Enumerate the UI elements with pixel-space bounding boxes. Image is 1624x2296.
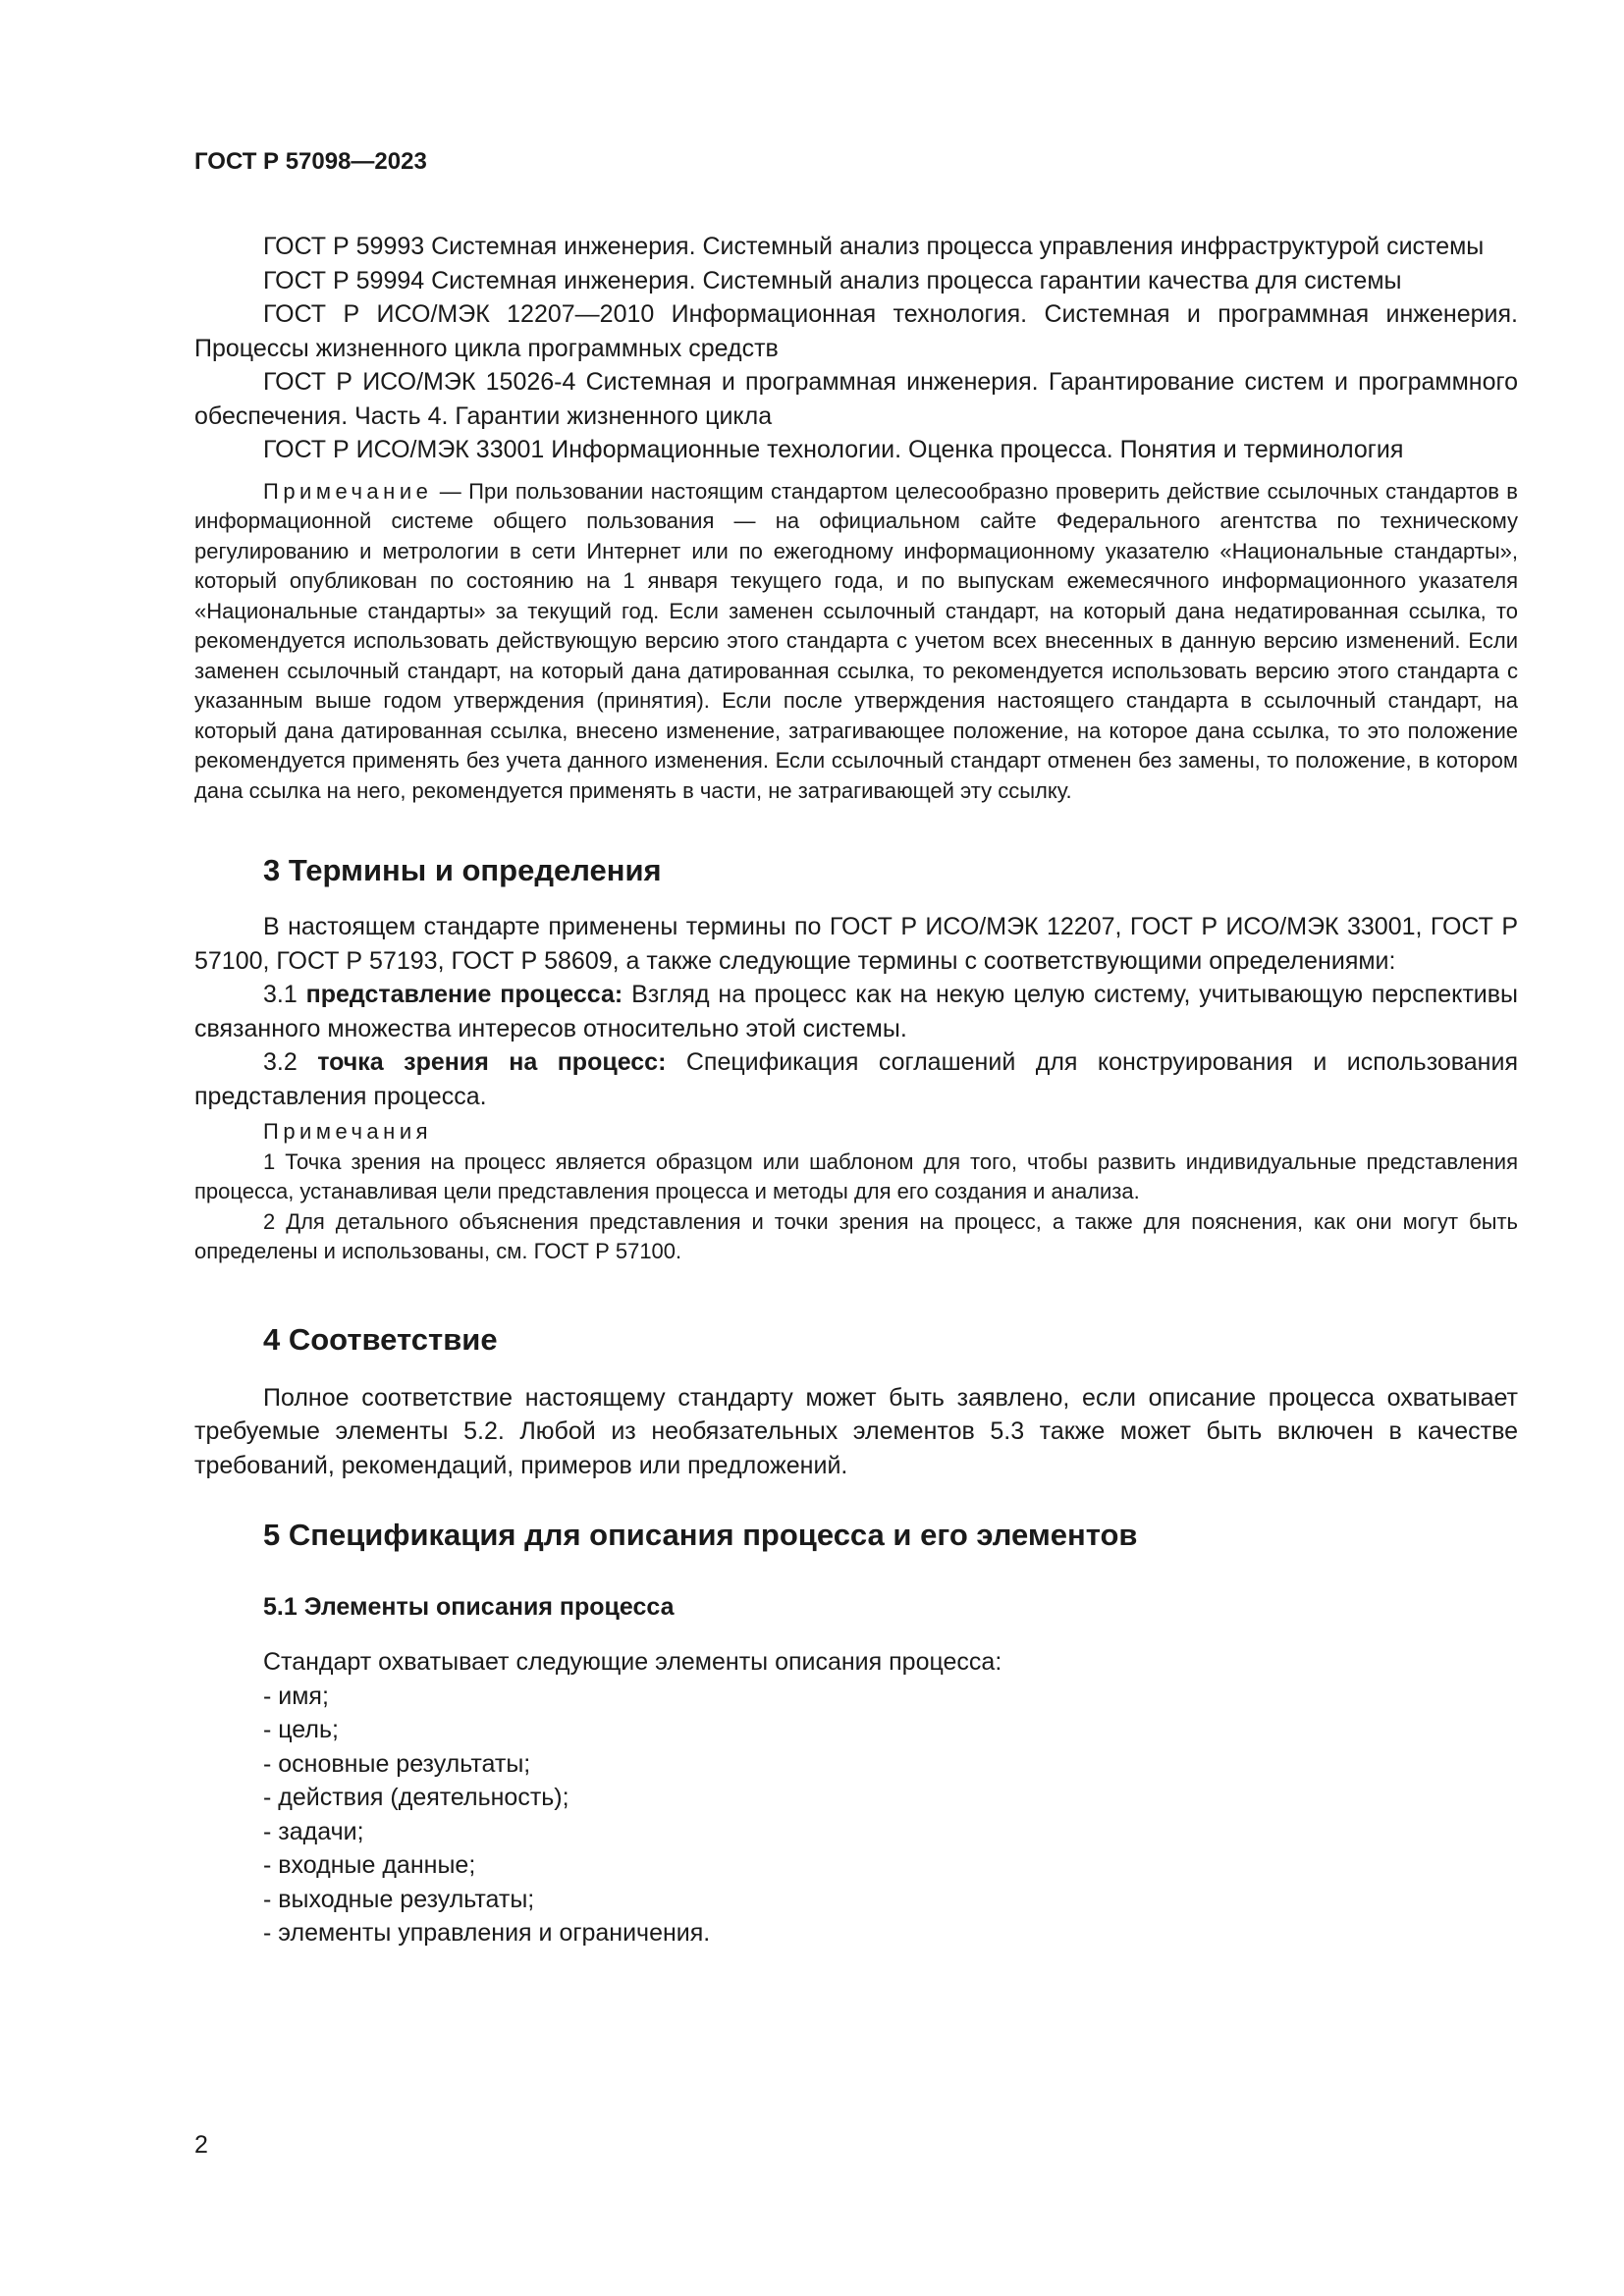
term-number: 3.2 [263, 1048, 318, 1076]
document-header: ГОСТ Р 57098—2023 [194, 148, 427, 175]
term-definition: Спецификация соглашений для конструирования и использования представления процесса. [194, 1048, 1518, 1110]
reference-note [194, 477, 1518, 807]
list-item: - входные данные; [263, 1851, 476, 1879]
list-item: - основные результаты; [263, 1749, 531, 1778]
reference-item: ГОСТ Р ИСО/МЭК 33001 Информационные технологии. Оценка процесса. Понятия и терминология [263, 436, 1404, 463]
reference-item: ГОСТ Р ИСО/МЭК 12207—2010 Информационная технология. Системная и программная инженерия. Процессы жизненного цикла программных средств [194, 300, 1518, 362]
reference-item: ГОСТ Р 59994 Системная инженерия. Системный анализ процесса гарантии качества для системы [263, 266, 1402, 294]
section-4-title: 4 Соответствие [263, 1321, 498, 1357]
list-item: - действия (деятельность); [263, 1784, 569, 1811]
terms-note-1: 1 Точка зрения на процесс является образцом или шаблоном для того, чтобы развить индивидуальные представления процесса, устанавливая цели представления процесса и методы для его создания и анализа. [194, 1148, 1518, 1203]
term-name: точка зрения на процесс: [317, 1048, 667, 1076]
note-label: Примечание [263, 478, 433, 504]
document-page [194, 147, 1518, 1950]
term-definition: Взгляд на процесс как на некую целую систему, учитывающую перспективы связанного множества интересов относительно этой системы. [194, 981, 1519, 1042]
list-item: - имя; [263, 1682, 329, 1710]
section-3-intro: В настоящем стандарте применены термины по ГОСТ Р ИСО/МЭК 12207, ГОСТ Р ИСО/МЭК 33001, ГОСТ Р 57100, ГОСТ Р 57193, ГОСТ Р 58609, а также следующие термины с соответствующими определениями: [194, 913, 1518, 975]
terms-notes-label: Примечания [263, 1119, 433, 1144]
process-elements-list [194, 1680, 1518, 1950]
term-3-2 [194, 1045, 1518, 1113]
reference-item: ГОСТ Р ИСО/МЭК 15026-4 Системная и программная инженерия. Гарантирование систем и программного обеспечения. Часть 4. Гарантии жизненного цикла [194, 368, 1518, 430]
list-item: - элементы управления и ограничения. [263, 1919, 711, 1947]
note-text: — При пользовании настоящим стандартом целесообразно проверить действие ссылочных стандартов в информационной системе общего пользования — на официальном сайте Федерального агентства по техническому регулированию и метрологии в сети Интернет или по ежегодному информационному указателю «Национальные стандарты», который опубликован по состоянию на 1 января текущего года, и по выпускам ежемесячного информационного указателя «Национальные стандарты» за текущий год. Если заменен ссылочный стандарт, на который дана недатированная ссылка, то рекомендуется использовать действующую версию этого стандарта с учетом всех внесенных в данную версию изменений. Если заменен ссылочный стандарт, на который дана датированная ссылка, то рекомендуется использовать версию этого стандарта с указанным выше годом утверждения (принятия). Если после утверждения настоящего стандарта в ссылочный стандарт, на который дана датированная ссылка, внесено изменение, затрагивающее положение, на которое дана ссылка, то это положение рекомендуется применять без учета данного изменения. Если ссылочный стандарт отменен без замены, то положение, в котором дана ссылка на него, рекомендуется применять в части, не затрагивающей эту ссылку. [194, 478, 1518, 803]
page-number: 2 [194, 2131, 208, 2159]
section-5-1-intro: Стандарт охватывает следующие элементы описания процесса: [263, 1648, 1002, 1676]
terms-note-2: 2 Для детального объяснения представления и точки зрения на процесс, а также для пояснения, как они могут быть определены и использованы, см. ГОСТ Р 57100. [194, 1208, 1518, 1263]
section-4-text: Полное соответствие настоящему стандарту может быть заявлено, если описание процесса охватывает требуемые элементы 5.2. Любой из необязательных элементов 5.3 также может быть включен в качестве требований, рекомендаций, примеров или предложений. [194, 1383, 1518, 1479]
term-3-1 [194, 978, 1518, 1045]
reference-list [194, 230, 1518, 467]
list-item: - цель; [263, 1716, 339, 1743]
list-item: - задачи; [263, 1817, 364, 1845]
section-3-title: 3 Термины и определения [263, 853, 662, 887]
term-number: 3.1 [263, 981, 306, 1008]
term-name: представление процесса: [305, 981, 623, 1008]
list-item: - выходные результаты; [263, 1885, 535, 1913]
reference-item: ГОСТ Р 59993 Системная инженерия. Системный анализ процесса управления инфраструктурой системы [263, 233, 1485, 260]
section-5-title: 5 Спецификация для описания процесса и его элементов [263, 1518, 1138, 1552]
subsection-5-1-title: 5.1 Элементы описания процесса [263, 1593, 675, 1621]
